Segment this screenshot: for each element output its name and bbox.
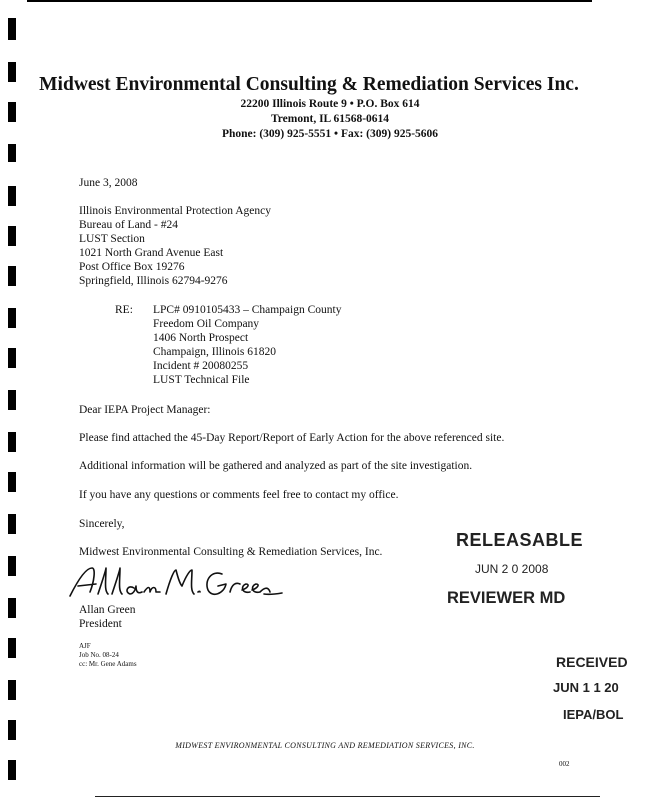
binder-mark — [8, 390, 16, 410]
re-line: 1406 North Prospect — [153, 332, 249, 344]
binder-mark — [8, 266, 16, 286]
recipient-line: 1021 North Grand Avenue East — [79, 247, 224, 259]
signer-name: Allan Green — [79, 604, 136, 616]
binder-mark — [8, 348, 16, 368]
re-line: LPC# 0910105433 – Champaign County — [153, 304, 342, 316]
re-label: RE: — [115, 304, 133, 316]
binder-mark — [8, 720, 16, 740]
releasable-stamp: RELEASABLE — [456, 530, 584, 550]
binder-mark — [8, 514, 16, 534]
recipient-line: Springfield, Illinois 62794-9276 — [79, 275, 228, 287]
salutation: Dear IEPA Project Manager: — [79, 404, 211, 416]
re-line: Freedom Oil Company — [153, 318, 260, 330]
re-line: LUST Technical File — [153, 374, 250, 386]
signer-title: President — [79, 618, 122, 630]
cc-line: cc: Mr. Gene Adams — [79, 660, 137, 668]
received-stamp: RECEIVED — [556, 654, 628, 670]
binder-mark — [8, 598, 16, 618]
received-date-stamp: JUN 1 1 20 — [553, 680, 619, 695]
letter-date: June 3, 2008 — [79, 177, 138, 189]
reviewer-stamp: REVIEWER MD — [447, 589, 566, 607]
footer-company: MIDWEST ENVIRONMENTAL CONSULTING AND REMEDIATION SERVICES, INC. — [175, 741, 475, 750]
body-paragraph: Please find attached the 45-Day Report/Report of Early Action for the above referenced site. — [79, 432, 505, 444]
company-city: Tremont, IL 61568-0614 — [270, 113, 390, 125]
typist-initials: AJF — [79, 642, 91, 650]
page-mark: 002 — [559, 760, 570, 768]
binder-mark — [8, 144, 16, 162]
binder-mark — [8, 638, 16, 658]
binder-mark — [8, 760, 16, 780]
scan-bottom-edge — [95, 796, 600, 797]
binder-mark — [8, 432, 16, 452]
recipient-line: LUST Section — [79, 233, 145, 245]
company-name: Midwest Environmental Consulting & Remediation Services Inc. — [39, 74, 579, 95]
recipient-line: Illinois Environmental Protection Agency — [79, 205, 271, 217]
job-number: Job No. 08-24 — [79, 651, 119, 659]
binder-mark — [8, 556, 16, 576]
body-paragraph: Additional information will be gathered and analyzed as part of the site investigation. — [79, 460, 473, 472]
signature-company: Midwest Environmental Consulting & Remediation Services, Inc. — [79, 546, 383, 558]
company-address: 22200 Illinois Route 9 • P.O. Box 614 — [240, 98, 420, 110]
company-contact: Phone: (309) 925-5551 • Fax: (309) 925-5606 — [221, 128, 439, 140]
binder-mark — [8, 680, 16, 700]
closing: Sincerely, — [79, 518, 125, 530]
handwritten-signature — [64, 562, 284, 604]
recipient-line: Bureau of Land - #24 — [79, 219, 178, 231]
scan-top-edge — [27, 0, 592, 2]
release-date-stamp: JUN 2 0 2008 — [475, 562, 549, 576]
binder-mark — [8, 186, 16, 206]
recipient-line: Post Office Box 19276 — [79, 261, 185, 273]
binder-mark — [8, 18, 16, 40]
binder-mark — [8, 226, 16, 246]
received-by-stamp: IEPA/BOL — [563, 707, 624, 722]
re-line: Incident # 20080255 — [153, 360, 249, 372]
binder-mark — [8, 472, 16, 492]
body-paragraph: If you have any questions or comments feel free to contact my office. — [79, 489, 399, 501]
re-line: Champaign, Illinois 61820 — [153, 346, 276, 358]
binder-mark — [8, 308, 16, 328]
